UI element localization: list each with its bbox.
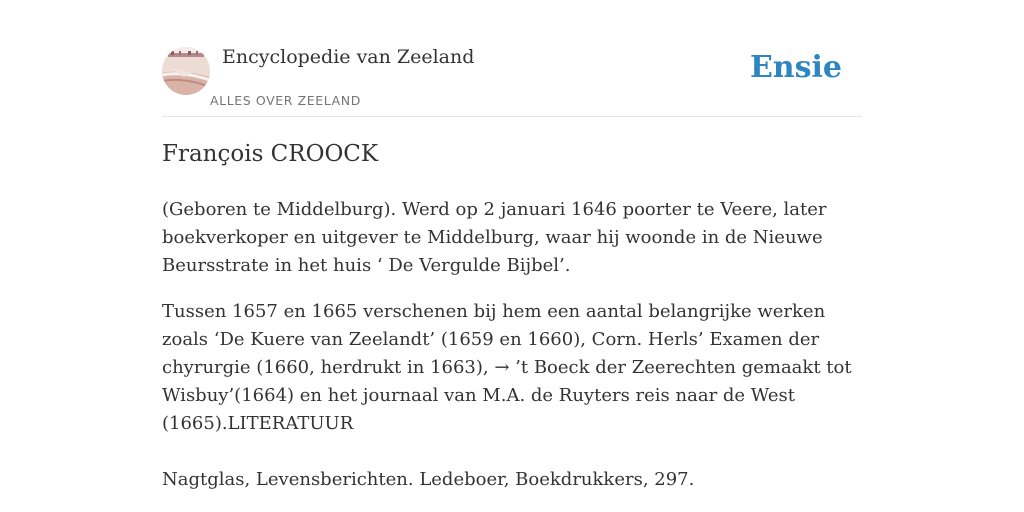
article-paragraph-2-text: Tussen 1657 en 1665 verschenen bij hem een aantal belangrijke werken zoals ‘De Kuere van Zeelandt’ (1659 en 1660), Corn. Herls’ Examen der chyrurgie (1660, herdrukt in 1663), → ’t Boeck der Zeerechten gemaakt tot Wisbuy’(1664) en het journaal van M.A. de Ruyters reis naar de West (1665). xyxy=(162,301,852,434)
brand-logo[interactable]: Ensie xyxy=(749,50,842,85)
article-paragraph-1: (Geboren te Middelburg). Werd op 2 januari 1646 poorter te Veere, later boekverkoper en uitgever te Middelburg, waar hij woonde in de Nieuwe Beursstrate in het huis ‘ De Vergulde Bijbel’. xyxy=(162,199,827,276)
article-paragraph-2 xyxy=(162,298,862,438)
article xyxy=(162,136,862,512)
site-title[interactable]: Encyclopedie van Zeeland xyxy=(222,46,475,68)
literature-reference: Nagtglas, Levensberichten. Ledeboer, Boekdrukkers, 297. xyxy=(162,469,695,490)
literature-heading: LITERATUUR xyxy=(227,413,354,434)
site-subtitle: ALLES OVER ZEELAND xyxy=(210,93,361,108)
site-logo[interactable] xyxy=(162,47,210,95)
article-title: François CROOCK xyxy=(162,141,379,167)
book-logo-icon xyxy=(162,47,210,95)
site-header xyxy=(162,44,862,117)
